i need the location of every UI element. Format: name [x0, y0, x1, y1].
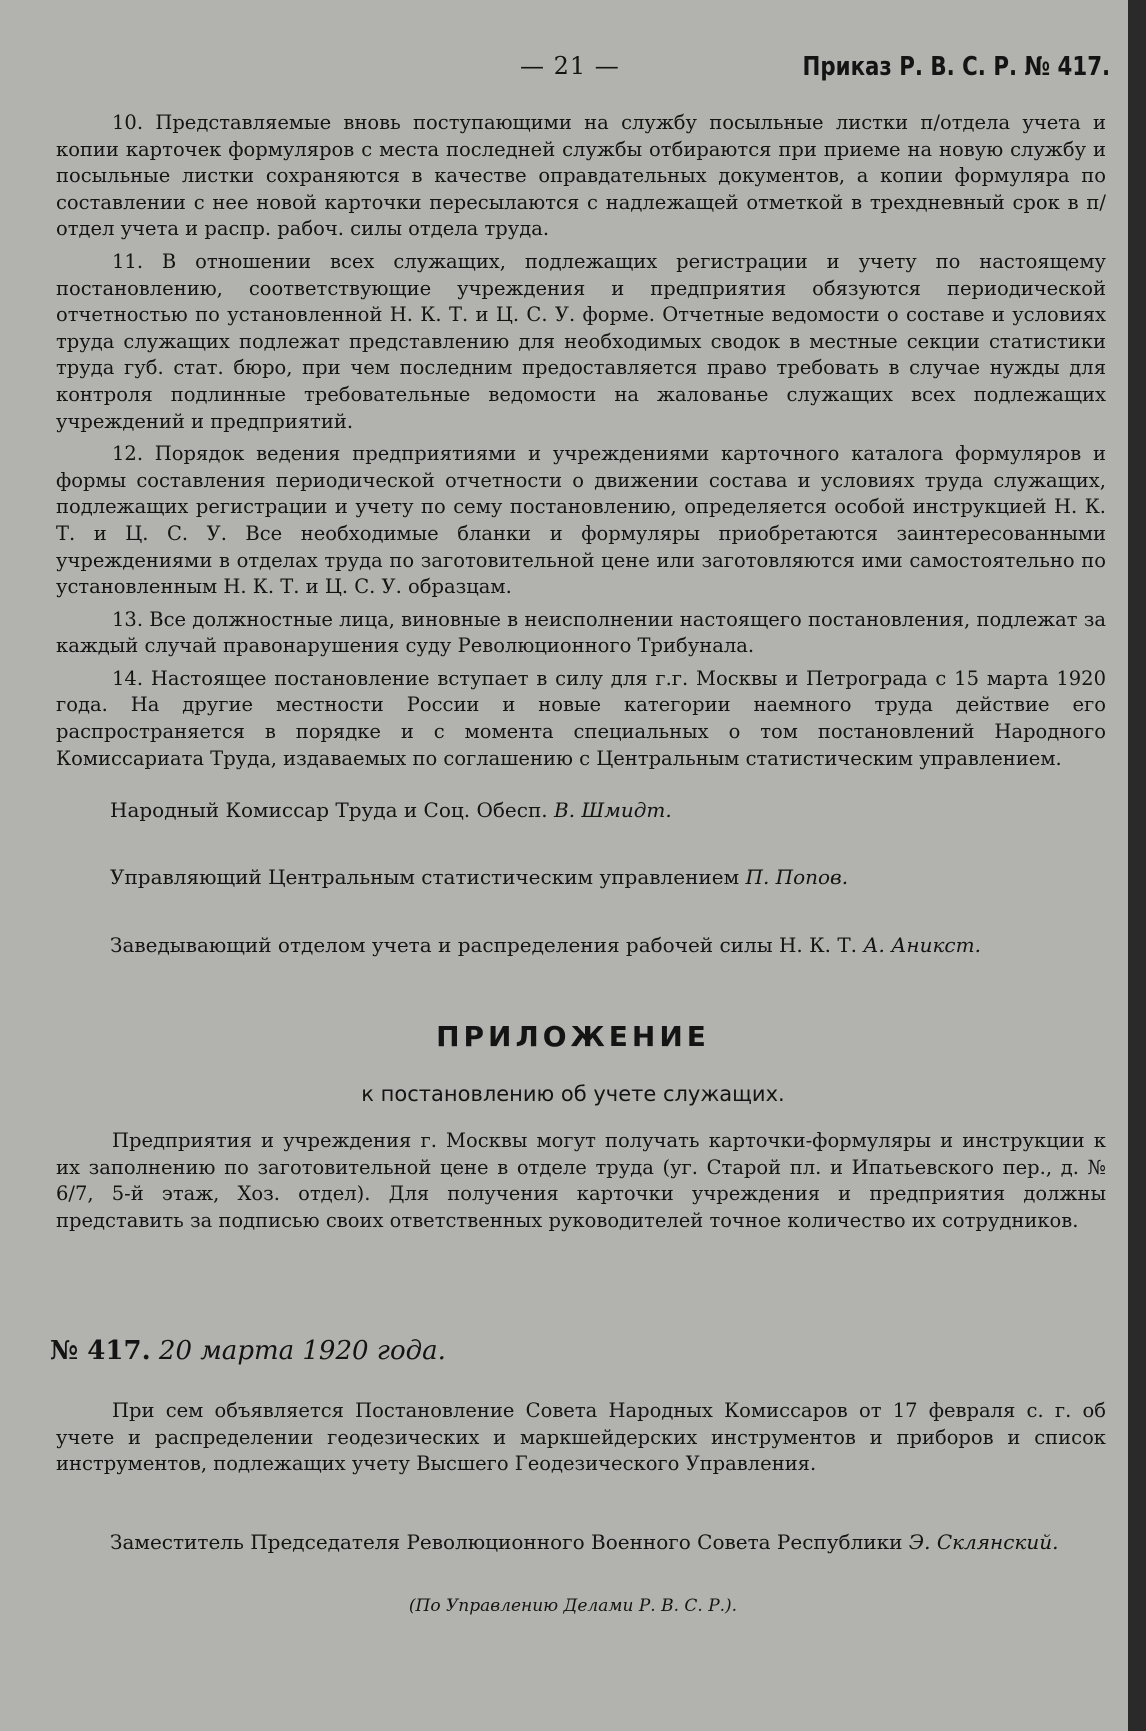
order-body: [56, 1398, 1106, 1478]
appendix-title: ПРИЛОЖЕНИЕ: [436, 1020, 710, 1053]
paragraph-12: 12. Порядок ведения предприятиями и учреждениями карточного каталога формуляров и формы составления периодической отчетности о движении состава и условиях труда служащих, подлежащих регистрации и учету по сему постановлению, определяется особой инструкцией Н. К. Т. и Ц. С. У. Все необходимые бланки и формуляры приобретаются заинтересованными учреждениями в отделах труда по заготовительной цене или заготовляются ими самостоятельно по установленным Н. К. Т. и Ц. С. У. образцам.: [56, 442, 1106, 599]
appendix-paragraph: Предприятия и учреждения г. Москвы могут получать карточки-формуляры и инструкции к их заполнению по заготовительной цене в отделе труда (уг. Старой пл. и Ипатьевского пер., д. № 6/7, 5-й этаж, Хоз. отдел). Для получения карточки учреждения и предприятия должны представить за подписью своих ответственных руководителей точное количество их сотрудников.: [56, 1129, 1106, 1232]
signature-title: Заведывающий отделом учета и распределения рабочей силы Н. К. Т.: [110, 933, 858, 957]
page-edge-shadow: [1128, 0, 1146, 1731]
footer-note: (По Управлению Делами Р. В. С. Р.).: [408, 1596, 738, 1616]
signature-name: В. Шмидт.: [554, 798, 672, 822]
order-heading: [50, 1336, 446, 1366]
signature-name: А. Аникст.: [863, 933, 981, 957]
signature-statistics-head: [110, 865, 848, 889]
signature-name: Э. Склянский.: [908, 1530, 1059, 1554]
signature-labor-department-head: [110, 933, 981, 957]
signature-name: П. Попов.: [745, 865, 849, 889]
paragraph-11: 11. В отношении всех служащих, подлежащих регистрации и учету по настоящему постановлению, соответствующие учреждения и предприятия обязуются периодической отчетностью по установленной Н. К. Т. и Ц. С. У. форме. Отчетные ведомости о составе и условиях труда служащих подлежат представлению для необходимых сводок в местные секции статистики труда губ. стат. бюро, при чем последним предоставляется право требовать в случае нужды для контроля подлинные требовательные ведомости на жалованье служащих всех подлежащих учреждений и предприятий.: [56, 249, 1106, 433]
order-date: 20 марта 1920 года.: [158, 1336, 446, 1366]
appendix-body: [56, 1128, 1106, 1234]
order-number: № 417.: [50, 1336, 151, 1366]
page-header: [0, 52, 1120, 92]
signature-title: Народный Комиссар Труда и Соц. Обесп.: [110, 798, 548, 822]
page-number: — 21 —: [520, 52, 620, 80]
paragraph-10: 10. Представляемые вновь поступающими на службу посыльные листки п/отдела учета и копии карточек формуляров с места последней службы отбираются при приеме на новую службу и посыльные листки сохраняются в качестве оправдательных документов, а копии формуляра по составлении с нее новой карточки пересылаются с надлежащей отметкой в трехдневный срок в п/отдел учета и распр. рабоч. силы отдела труда.: [56, 111, 1106, 241]
signature-deputy-chairman: [110, 1530, 1058, 1554]
paragraph-14: 14. Настоящее постановление вступает в силу для г.г. Москвы и Петрограда с 15 марта 1920 года. На другие местности России и новые категории наемного труда действие его распространяется в порядке и с момента специальных о том постановлений Народного Комиссариата Труда, издаваемых по соглашению с Центральным статистическим управлением.: [56, 666, 1106, 770]
order-paragraph: При сем объявляется Постановление Совета Народных Комиссаров от 17 февраля с. г. об учете и распределении геодезических и маркшейдерских инструментов и приборов и список инструментов, подлежащих учету Высшего Геодезического Управления.: [56, 1399, 1106, 1476]
signature-commissar: [110, 798, 672, 822]
signature-title: Управляющий Центральным статистическим управлением: [110, 865, 740, 889]
signature-title: Заместитель Председателя Революционного Военного Совета Республики: [110, 1530, 903, 1554]
running-title: Приказ Р. В. С. Р. № 417.: [802, 52, 1110, 82]
resolution-paragraphs: [56, 110, 1106, 772]
appendix-subtitle: к постановлению об учете служащих.: [361, 1082, 785, 1106]
paragraph-13: 13. Все должностные лица, виновные в неисполнении настоящего постановления, подлежат за каждый случай правонарушения суду Революционного Трибунала.: [56, 607, 1106, 658]
